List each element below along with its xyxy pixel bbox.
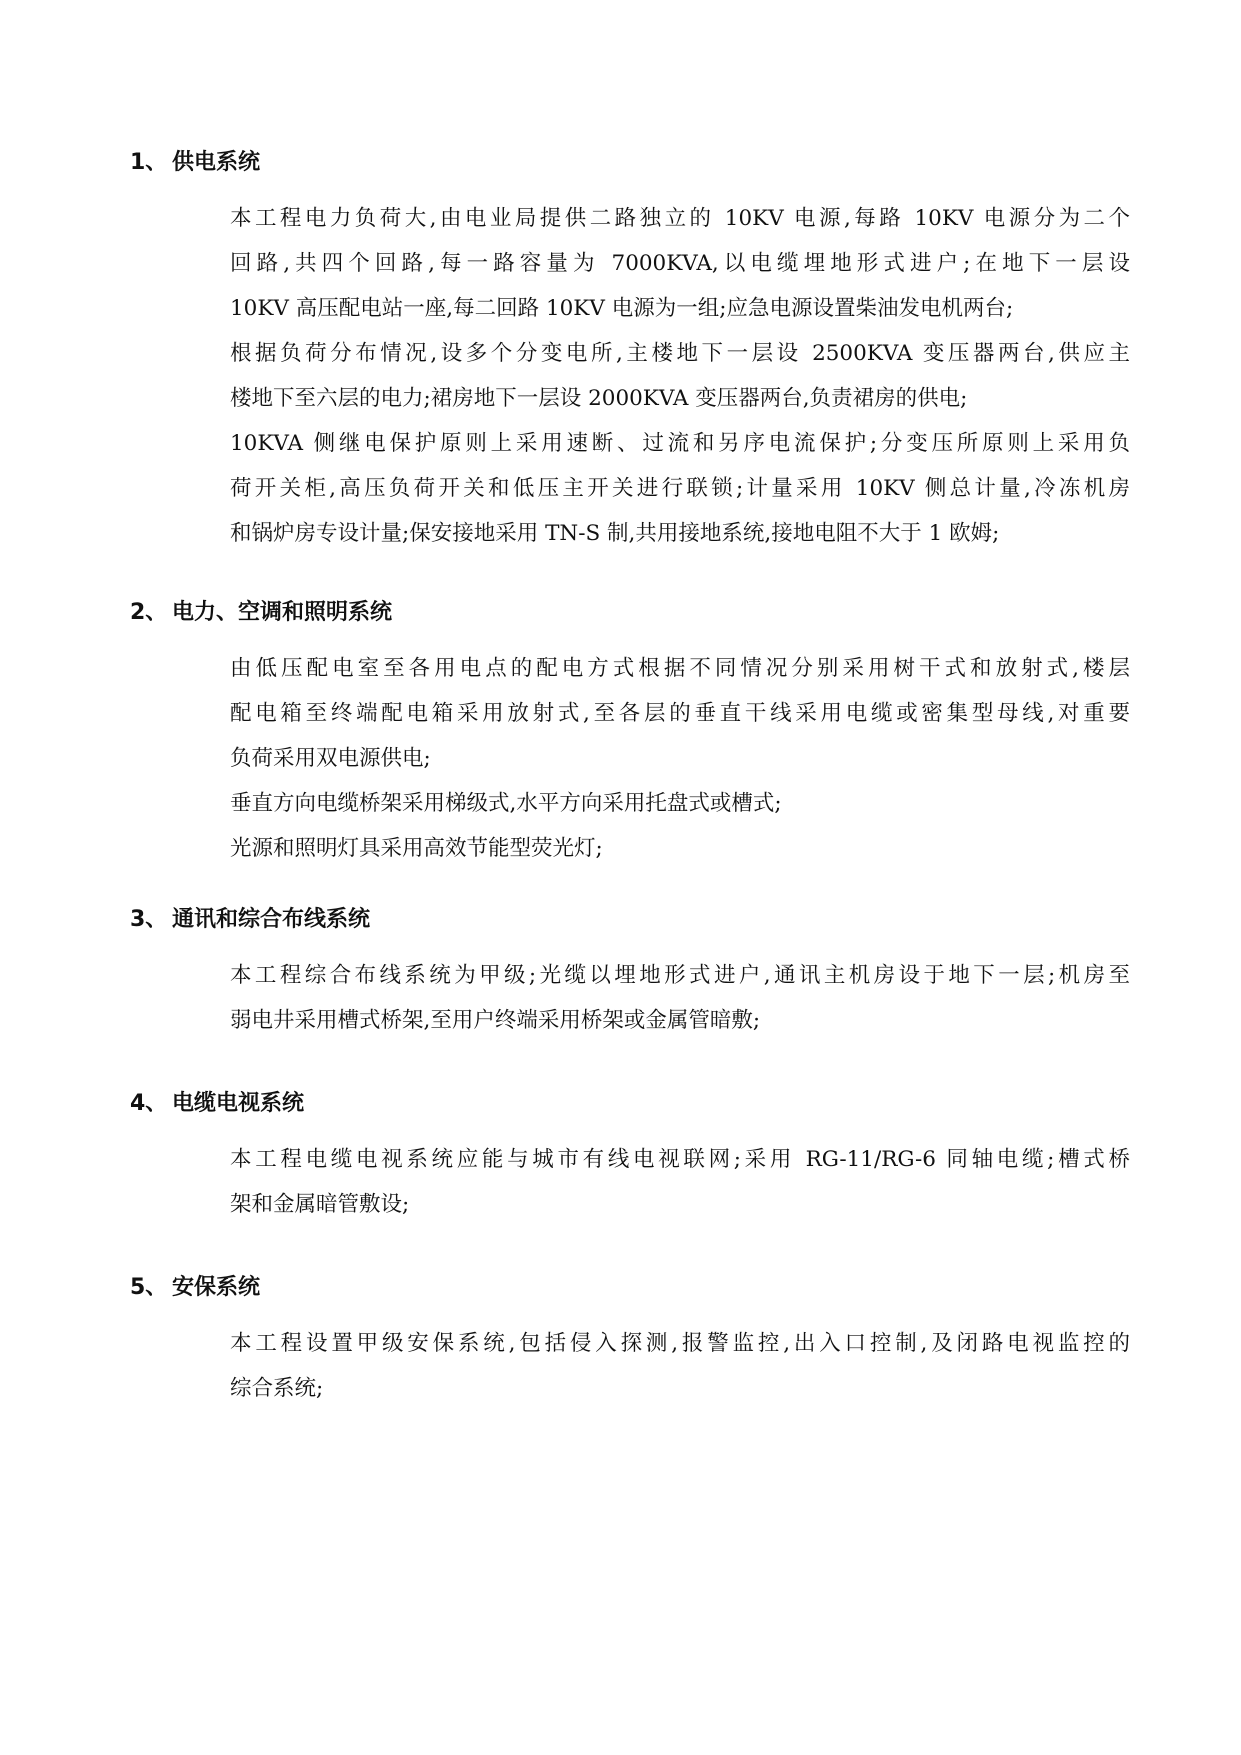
section-body	[230, 1321, 1130, 1411]
paragraph-line: 荷开关柜,高压负荷开关和低压主开关进行联锁;计量采用 10KV 侧总计量,冷冻机房	[230, 476, 1130, 501]
paragraph-line: 负荷采用双电源供电;	[230, 746, 431, 771]
section-number: 2、	[130, 600, 168, 625]
paragraph-line: 光源和照明灯具采用高效节能型荧光灯;	[230, 836, 603, 861]
paragraph-line: 架和金属暗管敷设;	[230, 1192, 410, 1217]
section-number: 3、	[130, 907, 168, 932]
paragraph-line: 楼地下至六层的电力;裙房地下一层设 2000KVA 变压器两台,负责裙房的供电;	[230, 386, 968, 411]
section-body	[230, 953, 1130, 1043]
section-body	[230, 196, 1130, 556]
section-number: 5、	[130, 1275, 168, 1300]
section-title: 通讯和综合布线系统	[172, 907, 371, 932]
section-body	[230, 646, 1130, 871]
section-title: 电力、空调和照明系统	[172, 600, 393, 625]
section-body	[230, 1137, 1130, 1227]
section-heading	[130, 1273, 260, 1303]
paragraph-line: 本工程综合布线系统为甲级;光缆以埋地形式进户,通讯主机房设于地下一层;机房至	[230, 963, 1130, 988]
paragraph-line: 由低压配电室至各用电点的配电方式根据不同情况分别采用树干式和放射式,楼层	[230, 656, 1130, 681]
section-heading	[130, 598, 392, 628]
section-title: 供电系统	[172, 150, 261, 175]
paragraph-line: 本工程电力负荷大,由电业局提供二路独立的 10KV 电源,每路 10KV 电源分为二个	[230, 206, 1130, 231]
paragraph-line: 根据负荷分布情况,设多个分变电所,主楼地下一层设 2500KVA 变压器两台,供应主	[230, 341, 1130, 366]
section-heading	[130, 905, 370, 935]
paragraph-line: 综合系统;	[230, 1376, 324, 1401]
section-title: 电缆电视系统	[172, 1091, 305, 1116]
paragraph-line: 10KVA 侧继电保护原则上采用速断、过流和另序电流保护;分变压所原则上采用负	[230, 431, 1130, 456]
section-number: 4、	[130, 1091, 168, 1116]
section-heading	[130, 1089, 304, 1119]
section-heading	[130, 148, 260, 178]
section-number: 1、	[130, 150, 168, 175]
paragraph-line: 本工程电缆电视系统应能与城市有线电视联网;采用 RG-11/RG-6 同轴电缆;槽式桥	[230, 1147, 1130, 1172]
section-title: 安保系统	[172, 1275, 261, 1300]
paragraph-line: 回路,共四个回路,每一路容量为 7000KVA,以电缆埋地形式进户;在地下一层设	[230, 251, 1130, 276]
paragraph-line: 配电箱至终端配电箱采用放射式,至各层的垂直干线采用电缆或密集型母线,对重要	[230, 701, 1130, 726]
paragraph-line: 10KV 高压配电站一座,每二回路 10KV 电源为一组;应急电源设置柴油发电机两台;	[230, 296, 1014, 321]
paragraph-line: 垂直方向电缆桥架采用梯级式,水平方向采用托盘式或槽式;	[230, 791, 782, 816]
paragraph-line: 和锅炉房专设计量;保安接地采用 TN-S 制,共用接地系统,接地电阻不大于 1 欧姆;	[230, 521, 1000, 546]
paragraph-line: 弱电井采用槽式桥架,至用户终端采用桥架或金属管暗敷;	[230, 1008, 761, 1033]
paragraph-line: 本工程设置甲级安保系统,包括侵入探测,报警监控,出入口控制,及闭路电视监控的	[230, 1331, 1130, 1356]
